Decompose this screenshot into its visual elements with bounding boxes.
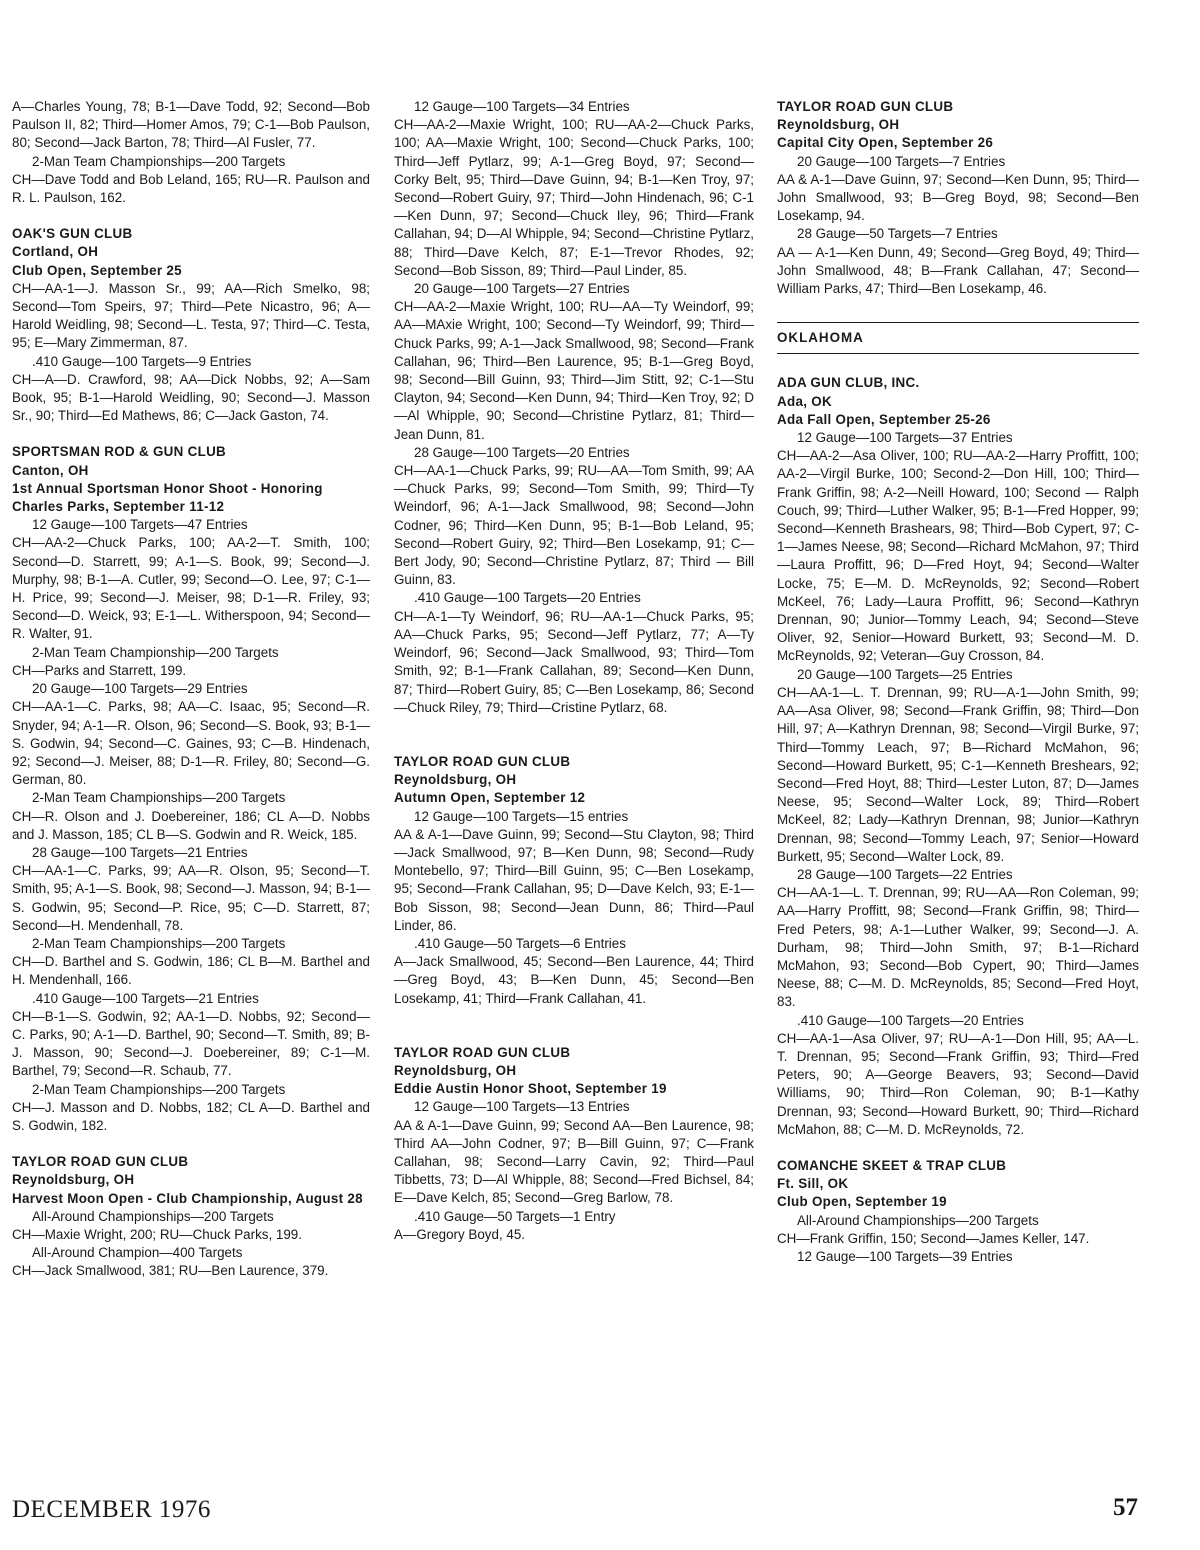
event-title: Autumn Open, September 12 (394, 790, 586, 806)
event-subheading: 12 Gauge—100 Targets—15 entries (414, 808, 629, 824)
event-title: Capital City Open, September 26 (777, 135, 994, 151)
club-name: COMANCHE SKEET & TRAP CLUB (777, 1157, 1007, 1173)
event-subheading: 20 Gauge—100 Targets—29 Entries (32, 681, 248, 697)
result-paragraph: CH—Jack Smallwood, 381; RU—Ben Laurence, 379. (12, 1263, 329, 1279)
event-subheading: All-Around Championships—200 Targets (797, 1212, 1039, 1228)
result-paragraph: CH—AA-1—Chuck Parks, 99; RU—AA—Tom Smith, 99; AA—Chuck Parks, 99; Second—Tom Smith, 99; Third—Ty Weindorf, 96; A-1—Jack Smallwood, 98; Second—John Codner, 96; Third—Ken Dunn, 95; B-1—Bob Leland, 95; Second—Robert Guiry, 92; Third—Ben Losekamp, 91; C—Bert Jody, 90; Second—Christine Pytlarz, 87; Third — Bill Guinn, 83. (394, 463, 754, 588)
page-number: 57 (1113, 1494, 1138, 1521)
event-subheading: 2-Man Team Championships—200 Targets (32, 790, 286, 806)
event-subheading: 20 Gauge—100 Targets—7 Entries (797, 153, 1006, 169)
result-paragraph: AA & A-1—Dave Guinn, 99; Second—Stu Clayton, 98; Third—Jack Smallwood, 97; B—Ken Dunn, 98; Second—Rudy Montebello, 97; Third—Bill Guinn, 95; C—Ben Losekamp, 95; Second—Frank Callahan, 95; D—Dave Kelch, 93; E-1—Bob Sisson, 98; Second—Jean Dunn, 86; Third—Paul Linder, 86. (394, 826, 754, 933)
club-location: Canton, OH (12, 462, 89, 478)
club-location: Reynoldsburg, OH (394, 1062, 517, 1078)
result-paragraph: CH—AA-1—C. Parks, 98; AA—C. Isaac, 95; Second—R. Snyder, 94; A-1—R. Olson, 96; Second—S. Book, 93; B-1—S. Godwin, 94; Second—C. Gaines, 93; C—B. Hindenach, 92; Second—J. Meiser, 88; D-1—R. Friley, 80; Second—G. German, 80. (12, 699, 370, 788)
result-paragraph: CH—B-1—S. Godwin, 92; AA-1—D. Nobbs, 92; Second—C. Parks, 90; A-1—D. Barthel, 90; Second—T. Smith, 89; B-J. Masson, 90; Second—J. Doebereiner, 89; C-1—M. Barthel, 79; Second—R. Schaub, 77. (12, 1008, 370, 1079)
club-name: ADA GUN CLUB, INC. (777, 375, 920, 391)
event-subheading: .410 Gauge—50 Targets—1 Entry (414, 1208, 616, 1224)
result-paragraph: AA & A-1—Dave Guinn, 99; Second AA—Ben Laurence, 98; Third AA—John Codner, 97; B—Bill Guinn, 97; C—Frank Callahan, 98; Second—Larry Cavin, 92; Third—Paul Tibbetts, 73; D—Al Whipple, 88; Second—Fred Bichsel, 84; E—Dave Kelch, 85; Second—Greg Barlow, 78. (394, 1117, 754, 1206)
event-subheading: 2-Man Team Championships—200 Targets (32, 1081, 286, 1097)
event-subheading: .410 Gauge—50 Targets—6 Entries (414, 935, 626, 951)
event-subheading: .410 Gauge—100 Targets—20 Entries (414, 590, 641, 606)
club-section-taylor-autumn (394, 753, 754, 1008)
result-paragraph: CH—AA-1—Asa Oliver, 97; RU—A-1—Don Hill, 95; AA—L. T. Drennan, 95; Second—Frank Griffin, 93; Third—Fred Peters, 90; A—George Beavers, 93; Second—David Williams, 90; Third—Ron Coleman, 90; B-1—Kathy Drennan, 93; Second—Howard Burkett, 90; Third—Richard McMahon, 88; C—M. D. McReynolds, 72. (777, 1030, 1139, 1137)
club-location: Reynoldsburg, OH (777, 117, 900, 133)
event-title: Club Open, September 19 (777, 1194, 947, 1210)
column-2 (394, 98, 754, 1244)
event-subheading: 12 Gauge—100 Targets—39 Entries (797, 1248, 1013, 1264)
club-section-taylor-capital (777, 98, 1139, 298)
result-paragraph: CH—AA-2—Asa Oliver, 100; RU—AA-2—Harry Proffitt, 100; AA-2—Virgil Burke, 100; Second-2—Don Hill, 100; Third—Frank Griffin, 98; A-2—Neill Howard, 100; Second — Ralph Couch, 99; Third—Luther Walker, 95; B-1—Fred Hopper, 99; Second—Kenneth Brashears, 98; Third—Bob Cypert, 97; C-1—James Neese, 98; Second—Richard McMahon, 97; Third—Laura Proffitt, 96; D—Fred Hoyt, 94; Second—Walter Locke, 75; E—M. D. McReynolds, 92; Second—Robert McKeel, 76; Lady—Laura Proffitt, 96; Second—Kathryn Drennan, 90; Junior—Tommy Leach, 94; Second—Steve Oliver, 92, Senior—Howard Burkett, 93; Second—M. D. McReynolds, 92; Veteran—Guy Crosson, 84. (777, 448, 1139, 664)
event-subheading: 2-Man Team Championships—200 Targets (32, 153, 286, 169)
club-section-sportsman (12, 443, 370, 1135)
event-subheading: 12 Gauge—100 Targets—47 Entries (32, 517, 248, 533)
column-3 (777, 98, 1139, 1266)
result-paragraph: CH—R. Olson and J. Doebereiner, 186; CL A—D. Nobbs and J. Masson, 185; CL B—S. Godwin and R. Weick, 185. (12, 808, 370, 842)
event-title: Club Open, September 25 (12, 262, 182, 278)
event-subheading: All-Around Championships—200 Targets (32, 1208, 274, 1224)
result-paragraph: CH—D. Barthel and S. Godwin, 186; CL B—M. Barthel and H. Mendenhall, 166. (12, 954, 370, 988)
result-paragraph: CH—AA-2—Chuck Parks, 100; AA-2—T. Smith, 100; Second—D. Starrett, 99; A-1—S. Book, 99; Second—J. Murphy, 98; B-1—A. Cutler, 99; Second—O. Lee, 97; C-1—H. Price, 99; Second—J. Meiser, 98; D-1—R. Friley, 93; Second—D. Weick, 93; E-1—L. Witherspoon, 94; Second—R. Walter, 91. (12, 535, 370, 642)
result-paragraph: CH—Frank Griffin, 150; Second—James Keller, 147. (777, 1230, 1090, 1246)
club-location: Ada, OK (777, 393, 832, 409)
event-subheading: 20 Gauge—100 Targets—25 Entries (797, 666, 1013, 682)
club-location: Reynoldsburg, OH (394, 772, 517, 788)
event-subheading: 12 Gauge—100 Targets—37 Entries (797, 430, 1013, 446)
club-section-comanche (777, 1157, 1139, 1266)
club-name: OAK'S GUN CLUB (12, 226, 133, 242)
club-section-taylor-harvest (12, 1153, 370, 1280)
result-paragraph: CH—AA-2—Maxie Wright, 100; RU—AA-2—Chuck Parks, 100; AA—Maxie Wright, 100; Second—Chuck Parks, 100; Third—Jeff Pytlarz, 99; A-1—Greg Boyd, 97; Second—Corky Belt, 95; Third—Dave Guinn, 94; B-1—Ken Troy, 97; Second—Robert Guiry, 97; Third—John Hindenach, 96; C-1—Ken Dunn, 97; Second—Chuck Iley, 96; Third—Frank Callahan, 94; D—Al Whipple, 94; Second—Christine Pytlarz, 88; Third—Dave Kelch, 87; E-1—Trevor Rhodes, 92; Second—Bob Sisson, 89; Third—Paul Linder, 85. (394, 117, 754, 278)
result-paragraph: CH—J. Masson and D. Nobbs, 182; CL A—D. Barthel and S. Godwin, 182. (12, 1099, 370, 1133)
event-title: Ada Fall Open, September 25-26 (777, 411, 991, 427)
club-section-taylor-eddie (394, 1044, 754, 1244)
club-name: TAYLOR ROAD GUN CLUB (394, 753, 571, 769)
result-paragraph: CH—AA-1—J. Masson Sr., 99; AA—Rich Smelko, 98; Second—Tom Speirs, 97; Third—Pete Nicastro, 96; A—Harold Weidling, 98; Second—L. Testa, 97; Third—C. Testa, 95; E—Mary Zimmerman, 87. (12, 280, 370, 351)
result-paragraph: A—Charles Young, 78; B-1—Dave Todd, 92; Second—Bob Paulson II, 82; Third—Homer Amos, 79; C-1—Bob Paulson, 80; Second—Jack Barton, 78; Third—Al Fusler, 77. (12, 99, 370, 151)
result-paragraph: CH—Maxie Wright, 200; RU—Chuck Parks, 199. (12, 1226, 302, 1242)
result-paragraph: CH—A-1—Ty Weindorf, 96; RU—AA-1—Chuck Parks, 95; AA—Chuck Parks, 95; Second—Jeff Pytlarz, 77; A—Ty Weindorf, 96; Second—Jack Smallwood, 93; Third—Tom Smith, 92; B-1—Frank Callahan, 89; Second—Ken Dunn, 87; Third—Robert Guiry, 85; C—Ben Losekamp, 86; Second—Chuck Riley, 79; Third—Cristine Pytlarz, 68. (394, 608, 754, 715)
event-subheading: 2-Man Team Championships—200 Targets (32, 935, 286, 951)
club-name: TAYLOR ROAD GUN CLUB (394, 1044, 571, 1060)
result-paragraph: CH—A—D. Crawford, 98; AA—Dick Nobbs, 92; A—Sam Book, 95; B-1—Harold Weidling, 90; Second—J. Masson Sr., 90; Third—Ed Mathews, 86; C—Jack Gaston, 74. (12, 371, 370, 424)
club-name: TAYLOR ROAD GUN CLUB (12, 1154, 189, 1170)
event-subheading: 28 Gauge—100 Targets—22 Entries (797, 866, 1013, 882)
club-location: Reynoldsburg, OH (12, 1172, 135, 1188)
event-subheading: 20 Gauge—100 Targets—27 Entries (414, 281, 630, 297)
event-subheading: 28 Gauge—100 Targets—21 Entries (32, 844, 248, 860)
result-paragraph: CH—Dave Todd and Bob Leland, 165; RU—R. Paulson and R. L. Paulson, 162. (12, 171, 370, 206)
event-subheading: 28 Gauge—50 Targets—7 Entries (797, 226, 998, 242)
event-title: Eddie Austin Honor Shoot, September 19 (394, 1081, 667, 1097)
club-section-oaks (12, 225, 370, 425)
result-paragraph: CH—Parks and Starrett, 199. (12, 662, 187, 678)
result-paragraph: AA & A-1—Dave Guinn, 97; Second—Ken Dunn, 95; Third—John Smallwood, 93; B—Greg Boyd, 98; Second—Ben Losekamp, 94. (777, 171, 1139, 224)
event-subheading: .410 Gauge—100 Targets—9 Entries (32, 353, 252, 369)
event-subheading: 28 Gauge—100 Targets—20 Entries (414, 444, 630, 460)
event-subheading: .410 Gauge—100 Targets—20 Entries (797, 1012, 1024, 1028)
column-1 (12, 98, 370, 1281)
result-paragraph: A—Jack Smallwood, 45; Second—Ben Laurence, 44; Third—Greg Boyd, 43; B—Ken Dunn, 45; Second—Ben Losekamp, 41; Third—Frank Callahan, 41. (394, 954, 754, 1006)
event-title: Harvest Moon Open - Club Championship, August 28 (12, 1190, 363, 1206)
event-subheading: .410 Gauge—100 Targets—21 Entries (32, 990, 259, 1006)
club-location: Ft. Sill, OK (777, 1176, 849, 1192)
club-name: SPORTSMAN ROD & GUN CLUB (12, 444, 227, 460)
result-paragraph: CH—AA-1—L. T. Drennan, 99; RU—A-1—John Smith, 99; AA—Asa Oliver, 98; Second—Frank Griffin, 98; Third—Don Hill, 97; A—Kathryn Drennan, 98; Second—Virgil Burke, 97; Third—Tommy Leach, 97; B—Richard McMahon, 96; Second—Howard Burkett, 95; C-1—Kenneth Breshears, 92; Second—Fred Hoyt, 88; Third—Lester Luton, 87; D—James Neese, 95; Second—Walter Lock, 89; Third—Robert McKeel, 82; Lady—Kathryn Drennan, 98; Junior—Kathryn Drennan, 98; Second—Tommy Leach, 97; Senior—Howard Burkett, 95; Second—Walter Lock, 89. (777, 684, 1139, 864)
event-subheading: 12 Gauge—100 Targets—34 Entries (414, 99, 630, 114)
event-subheading: All-Around Champion—400 Targets (32, 1245, 243, 1261)
club-section-ada (777, 374, 1139, 1139)
event-subheading: 2-Man Team Championship—200 Targets (32, 644, 279, 660)
event-title: 1st Annual Sportsman Honor Shoot - Honoring Charles Parks, September 11-12 (12, 480, 323, 515)
result-paragraph: A—Gregory Boyd, 45. (394, 1226, 525, 1242)
event-subheading: 12 Gauge—100 Targets—13 Entries (414, 1099, 630, 1115)
club-name: TAYLOR ROAD GUN CLUB (777, 99, 954, 114)
result-paragraph: CH—AA-1—L. T. Drennan, 99; RU—AA—Ron Coleman, 99; AA—Harry Proffitt, 98; Second—Frank Griffin, 98; Third—Fred Peters, 98; A-1—Luther Walker, 99; Second—J. A. Durham, 98; Third—John Smith, 97; B-1—Richard McMahon, 93; Second—Bob Cypert, 90; Third—James Neese, 88; C—M. D. McReynolds, 85; Second—Fred Hoyt, 83. (777, 885, 1139, 1010)
club-location: Cortland, OH (12, 244, 99, 260)
result-paragraph: CH—AA-1—C. Parks, 99; AA—R. Olson, 95; Second—T. Smith, 95; A-1—S. Book, 98; Second—J. Masson, 94; B-1—S. Godwin, 95; Second—P. Rice, 95; C—D. Starrett, 87; Second—H. Mendenhall, 78. (12, 863, 370, 933)
issue-date-footer: DECEMBER 1976 (12, 1496, 211, 1523)
result-paragraph: CH—AA-2—Maxie Wright, 100; RU—AA—Ty Weindorf, 99; AA—MAxie Wright, 100; Second—Ty Weindorf, 99; Third—Chuck Parks, 99; A-1—Jack Smallwood, 98; Second—Frank Callahan, 96; Third—Ben Laurence, 95; B-1—Greg Boyd, 98; Second—Bill Guinn, 93; Third—Jim Stitt, 92; C-1—Stu Clayton, 94; Second—Ken Dunn, 94; Third—Ken Troy, 92; D—Al Whipple, 90; Second—Christine Pytlarz, 81; Third—Jean Dunn, 81. (394, 299, 754, 442)
result-paragraph: AA — A-1—Ken Dunn, 49; Second—Greg Boyd, 49; Third—John Smallwood, 48; B—Frank Callahan, 47; Second—William Parks, 47; Third—Ben Losekamp, 46. (777, 244, 1139, 297)
state-heading: OKLAHOMA (777, 322, 1139, 354)
